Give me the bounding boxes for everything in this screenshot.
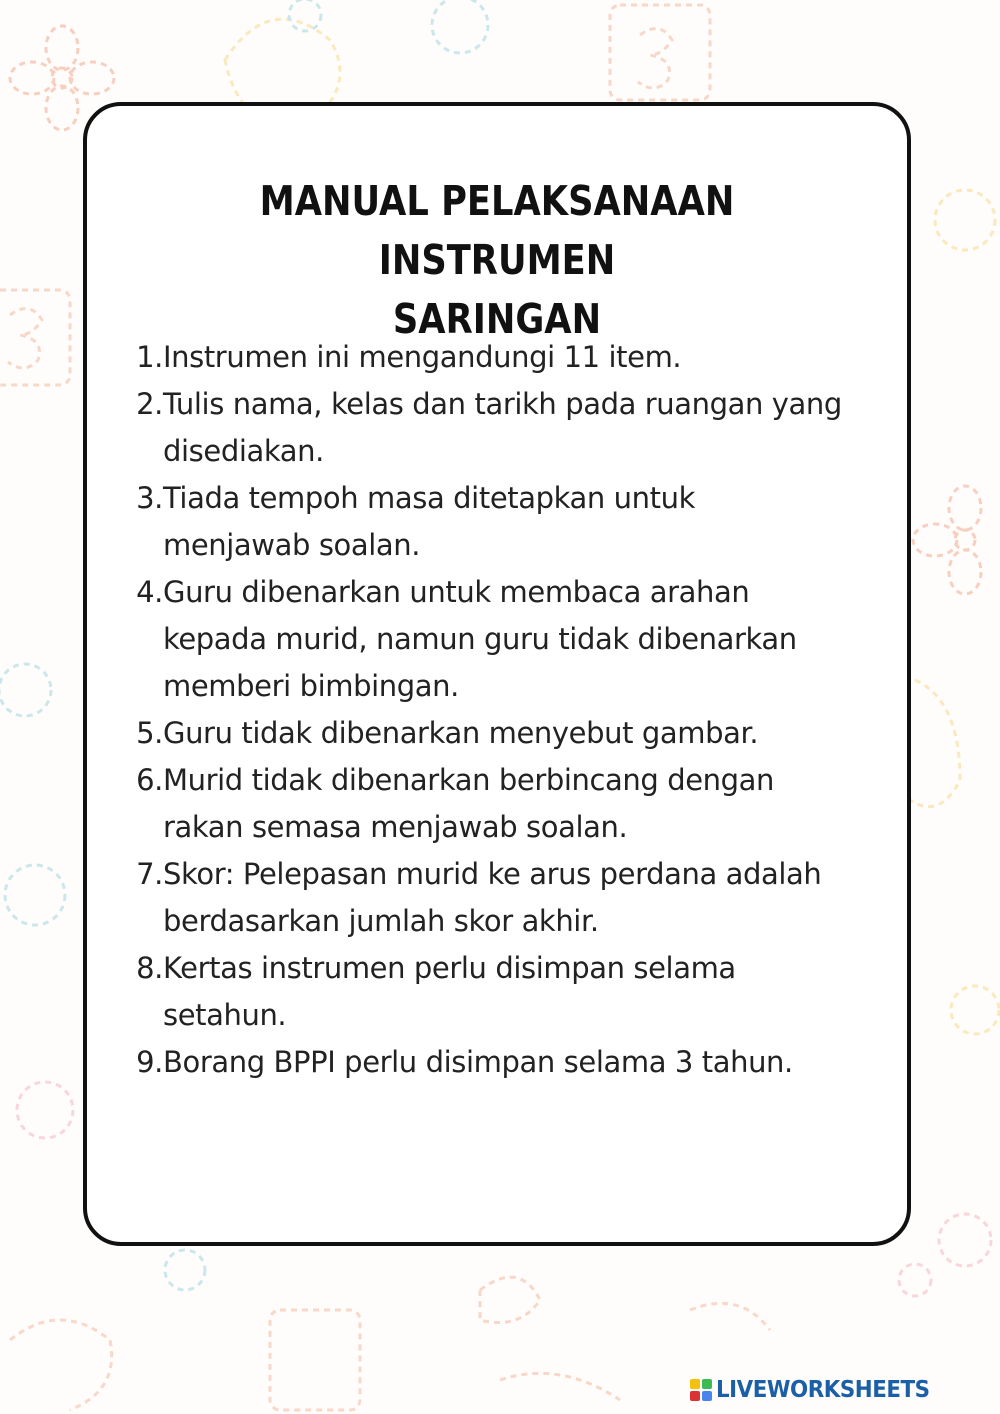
- item-text: [163, 381, 917, 475]
- number-block-icon: [0, 290, 70, 385]
- list-item: [127, 569, 917, 710]
- item-line: Skor: Pelepasan murid ke arus perdana adalah: [163, 857, 822, 891]
- germ-icon: [0, 664, 65, 925]
- list-item: [127, 1039, 917, 1086]
- liveworksheets-logo-icon: [690, 1379, 712, 1401]
- item-text: [163, 1039, 917, 1086]
- item-line: Tiada tempoh masa ditetapkan untuk: [163, 481, 695, 515]
- item-text: [163, 757, 917, 851]
- manual-card: [83, 102, 911, 1246]
- list-item: [127, 381, 917, 475]
- item-number: 7.: [136, 857, 163, 891]
- item-line: kepada murid, namun guru tidak dibenarkan: [163, 622, 797, 656]
- item-line: setahun.: [163, 998, 287, 1032]
- item-number: 4.: [136, 575, 163, 609]
- item-line: berdasarkan jumlah skor akhir.: [163, 904, 599, 938]
- item-number: 5.: [136, 716, 163, 750]
- item-number: 3.: [136, 481, 163, 515]
- item-line: Instrumen ini mengandungi 11 item.: [163, 340, 682, 374]
- item-number: 8.: [136, 951, 163, 985]
- item-text: [163, 334, 917, 381]
- item-line: Murid tidak dibenarkan berbincang dengan: [163, 763, 774, 797]
- list-item: [127, 475, 917, 569]
- item-text: [163, 710, 917, 757]
- list-item: [127, 334, 917, 381]
- item-line: memberi bimbingan.: [163, 669, 459, 703]
- title-line-1: MANUAL PELAKSANAAN INSTRUMEN: [259, 177, 735, 284]
- item-number: 1.: [136, 340, 163, 374]
- item-text: [163, 569, 917, 710]
- item-number: 9.: [136, 1045, 163, 1079]
- germ-icon: [289, 0, 488, 53]
- list-item: [127, 851, 917, 945]
- item-text: [163, 475, 917, 569]
- list-item: [127, 710, 917, 757]
- item-line: Kertas instrumen perlu disimpan selama: [163, 951, 736, 985]
- number-block-icon: [610, 5, 710, 100]
- item-line: Guru tidak dibenarkan menyebut gambar.: [163, 716, 759, 750]
- instruction-list: [127, 334, 917, 1086]
- list-item: [127, 945, 917, 1039]
- item-text: [163, 945, 917, 1039]
- page-title: [144, 172, 849, 349]
- title-line-2: SARINGAN: [392, 295, 602, 343]
- brand-label: LIVEWORKSHEETS: [716, 1377, 930, 1403]
- item-number: 6.: [136, 763, 163, 797]
- liveworksheets-brand[interactable]: [690, 1374, 946, 1406]
- item-line: Tulis nama, kelas dan tarikh pada ruangan yang: [163, 387, 842, 421]
- item-number: 2.: [136, 387, 163, 421]
- list-item: [127, 757, 917, 851]
- flower-icon: [913, 486, 981, 594]
- item-text: [163, 851, 917, 945]
- item-line: Guru dibenarkan untuk membaca arahan: [163, 575, 750, 609]
- item-line: Borang BPPI perlu disimpan selama 3 tahun.: [163, 1045, 793, 1079]
- item-line: rakan semasa menjawab soalan.: [163, 810, 628, 844]
- item-line: menjawab soalan.: [163, 528, 421, 562]
- item-line: disediakan.: [163, 434, 324, 468]
